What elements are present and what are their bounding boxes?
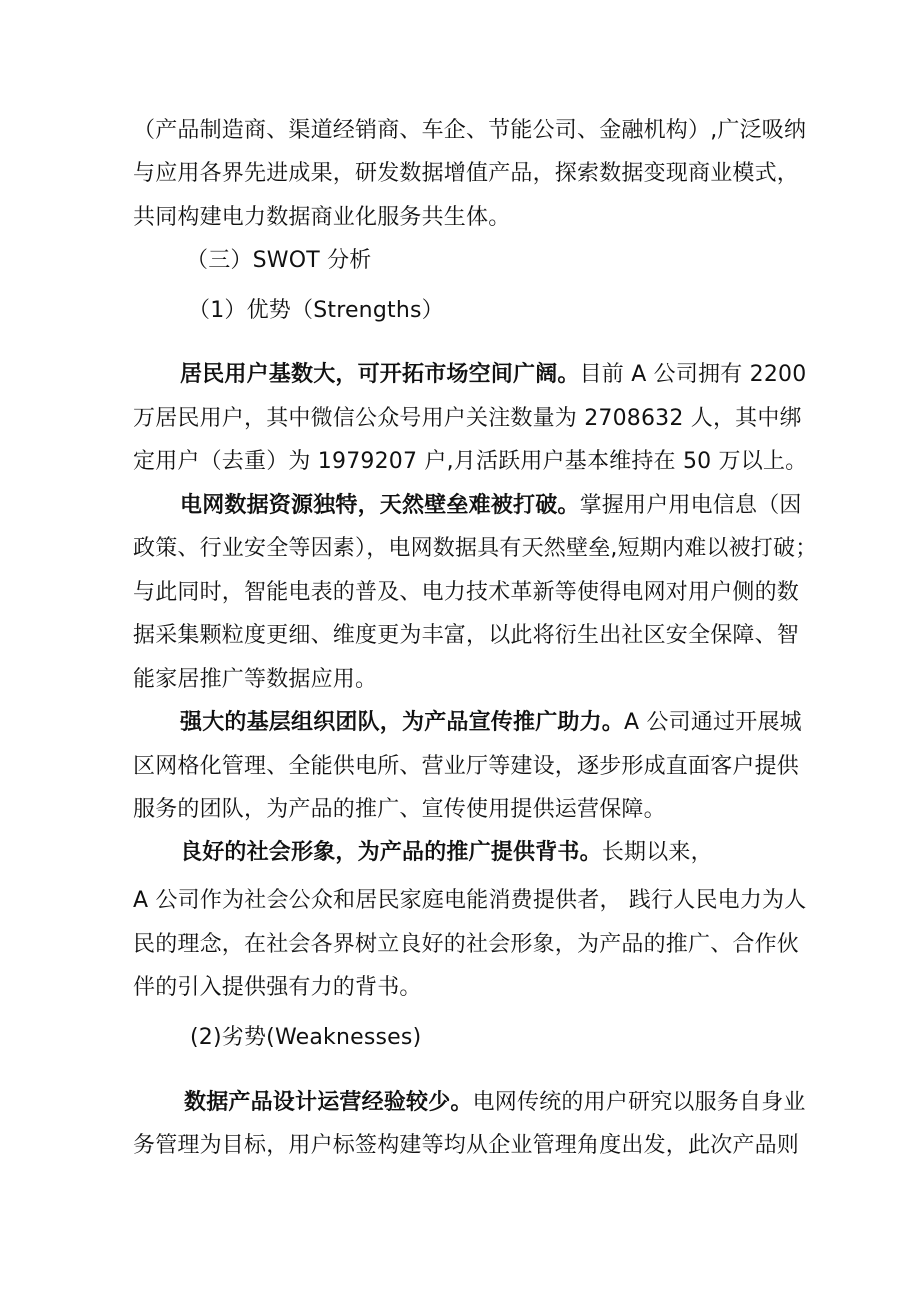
strength-3-line-2: 区网格化管理、全能供电所、营业厅等建设，逐步形成直面客户提供 (133, 754, 800, 779)
section-heading-swot: （三）SWOT 分析 (186, 248, 372, 273)
strength-4-line-3: 民的理念，在社会各界树立良好的社会形象，为产品的推广、合作伙 (133, 932, 800, 957)
strength-1-line-3: 定用户（去重）为 1979207 户,月活跃用户基本维持在 50 万以上。 (133, 449, 808, 474)
strength-3-first-rest: A 公司通过开展城 (624, 710, 802, 735)
strength-1-first-line (180, 360, 806, 390)
weakness-1-line-2: 务管理为目标，用户标签构建等均从企业管理角度出发，此次产品则 (133, 1133, 800, 1158)
strength-2-lead: 电网数据资源独特，天然壁垒难被打破。 (180, 493, 580, 518)
strength-4-line-2: A 公司作为社会公众和居民家庭电能消费提供者， 践行人民电力为人 (133, 888, 807, 913)
strength-2-first-line (180, 491, 802, 521)
strength-4-lead: 良好的社会形象，为产品的推广提供背书。 (180, 840, 602, 865)
strength-3-line-3: 服务的团队，为产品的推广、宣传使用提供运营保障。 (133, 797, 666, 822)
weaknesses-heading: (2)劣势(Weaknesses) (190, 1025, 422, 1050)
strength-1-first-rest: 目前 A 公司拥有 2200 (579, 362, 807, 387)
weakness-1-first-line (184, 1088, 806, 1118)
strength-2-line-5: 能家居推广等数据应用。 (133, 667, 378, 692)
strength-1-lead: 居民用户基数大，可开拓市场空间广阔。 (180, 362, 580, 387)
strength-2-line-4: 据采集颗粒度更细、维度更为丰富，以此将衍生出社区安全保障、智 (133, 623, 800, 648)
intro-line-2: 与应用各界先进成果，研发数据增值产品，探索数据变现商业模式， (133, 161, 800, 186)
strength-1-line-2: 万居民用户，其中微信公众号用户关注数量为 2708632 人，其中绑 (133, 406, 802, 431)
strength-2-line-3: 与此同时，智能电表的普及、电力技术革新等使得电网对用户侧的数 (133, 580, 800, 605)
strength-4-line-4: 伴的引入提供强有力的背书。 (133, 975, 422, 1000)
strength-2-line-2: 政策、行业安全等因素），电网数据具有天然壁垒,短期内难以被打破； (133, 536, 818, 561)
intro-line-3: 共同构建电力数据商业化服务共生体。 (133, 205, 511, 230)
strength-3-first-line (180, 708, 802, 738)
strength-4-first-line (180, 838, 713, 868)
weakness-1-first-rest: 电网传统的用户研究以服务自身业 (472, 1090, 806, 1115)
strength-2-first-rest: 掌握用户用电信息（因 (579, 493, 802, 518)
strengths-heading: （1）优势（Strengths） (188, 298, 444, 323)
strength-4-first-rest: 长期以来， (601, 840, 713, 865)
weakness-1-lead: 数据产品设计运营经验较少。 (184, 1090, 473, 1115)
strength-3-lead: 强大的基层组织团队，为产品宣传推广助力。 (180, 710, 625, 735)
intro-line-1: （产品制造商、渠道经销商、车企、节能公司、金融机构）,广泛吸纳 (133, 118, 807, 143)
